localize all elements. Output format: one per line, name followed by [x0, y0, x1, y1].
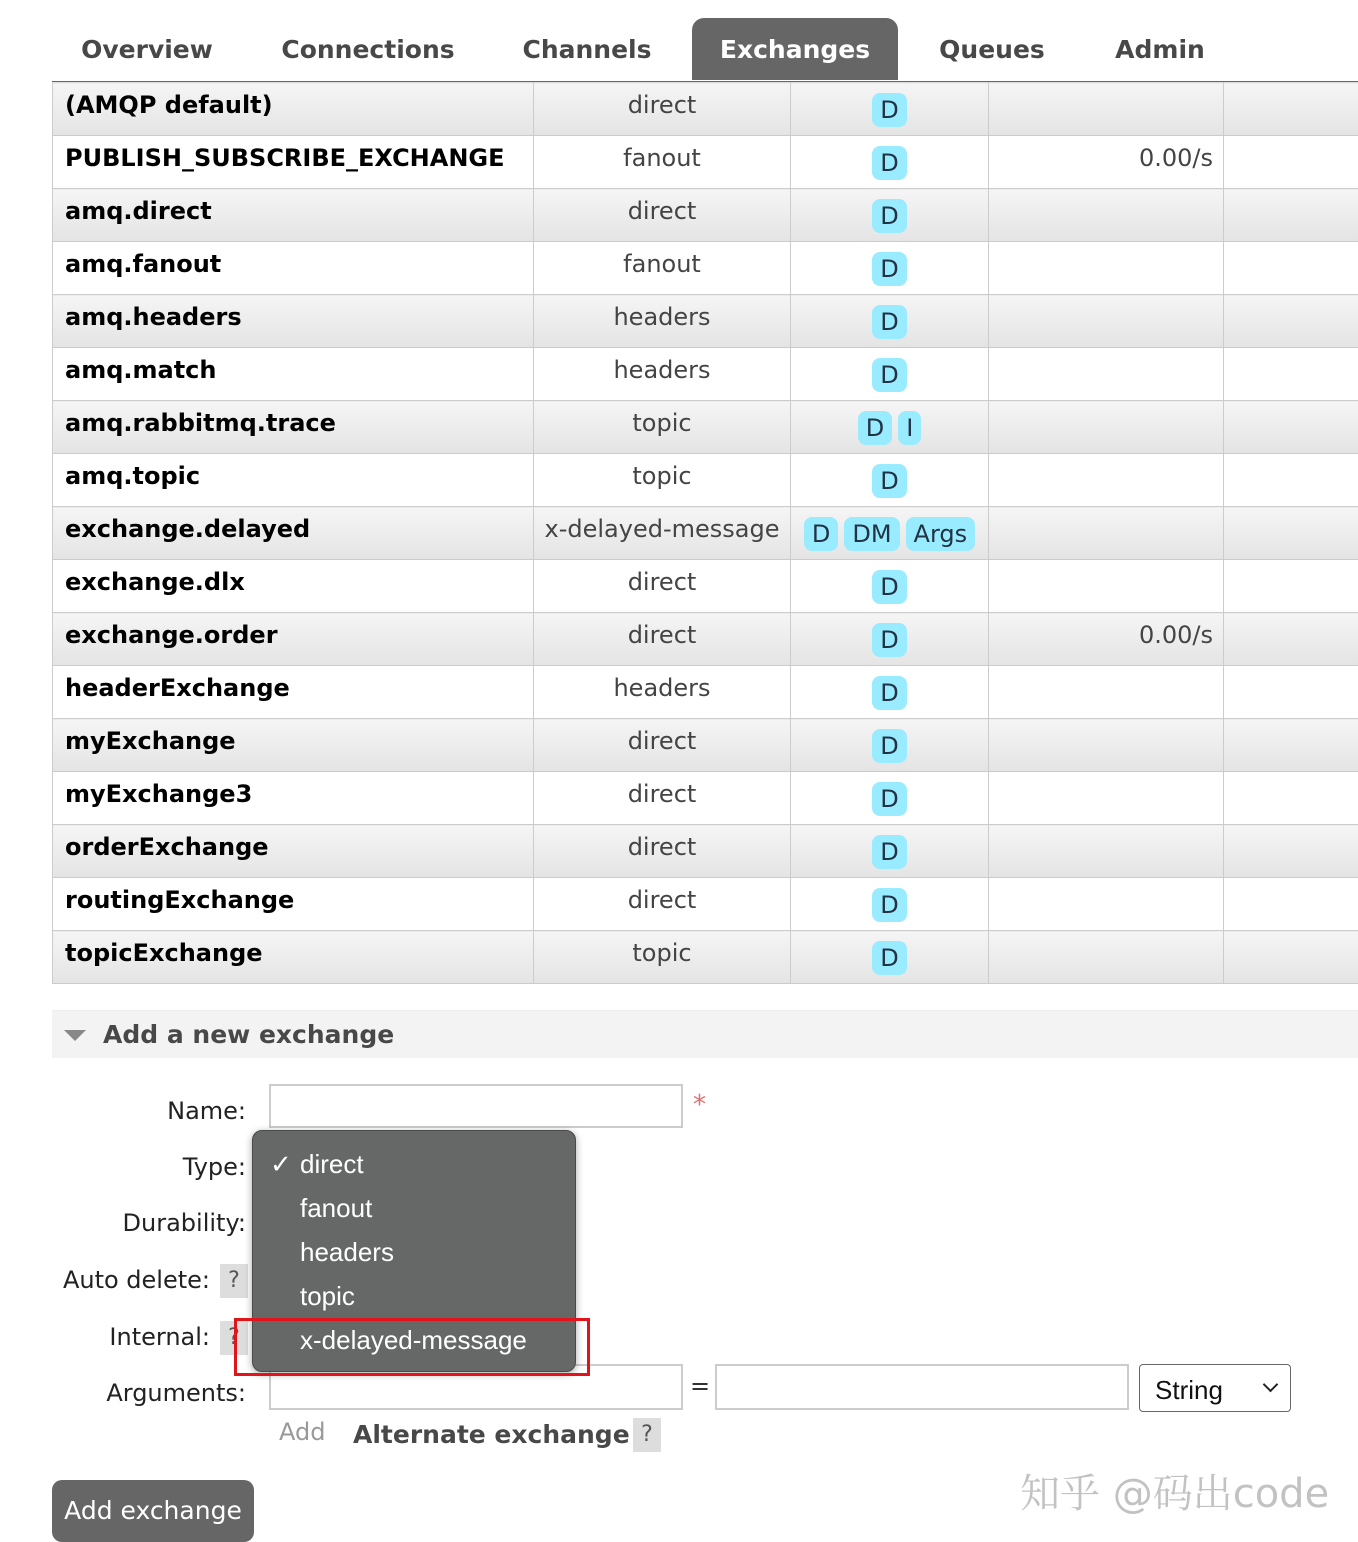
exchange-name-cell[interactable]: amq.direct — [53, 189, 534, 242]
alternate-exchange-help-button[interactable]: ? — [633, 1418, 661, 1452]
feature-badge: D — [872, 358, 906, 392]
feature-badge: D — [872, 305, 906, 339]
feature-badge: D — [872, 252, 906, 286]
message-rate-cell — [989, 666, 1224, 719]
exchanges-table — [52, 82, 1358, 984]
exchange-features-cell — [791, 348, 989, 401]
message-rate-cell — [989, 401, 1224, 454]
exchange-features-cell — [791, 666, 989, 719]
type-option-fanout[interactable]: fanout — [300, 1193, 372, 1224]
message-rate-out-cell — [1224, 613, 1358, 666]
feature-badge: D — [872, 623, 906, 657]
exchange-name-cell[interactable]: topicExchange — [53, 931, 534, 984]
tab-channels[interactable]: Channels — [502, 18, 672, 80]
exchange-features-cell — [791, 242, 989, 295]
exchange-features-cell — [791, 613, 989, 666]
exchange-type-cell: direct — [534, 189, 791, 242]
arguments-label: Arguments: — [80, 1379, 246, 1407]
message-rate-out-cell — [1224, 666, 1358, 719]
tab-exchanges[interactable]: Exchanges — [692, 18, 898, 80]
exchange-name-cell[interactable]: PUBLISH_SUBSCRIBE_EXCHANGE — [53, 136, 534, 189]
internal-help-button[interactable]: ? — [220, 1321, 248, 1355]
exchange-name-cell[interactable]: myExchange — [53, 719, 534, 772]
table-row[interactable] — [53, 189, 1358, 242]
exchange-name-cell[interactable]: exchange.dlx — [53, 560, 534, 613]
add-argument-link[interactable]: Add — [279, 1418, 325, 1446]
required-marker: * — [693, 1090, 706, 1120]
table-row[interactable] — [53, 136, 1358, 189]
message-rate-cell — [989, 931, 1224, 984]
feature-badge: D — [872, 146, 906, 180]
exchange-type-cell: direct — [534, 772, 791, 825]
feature-badge: D — [872, 93, 906, 127]
message-rate-cell — [989, 560, 1224, 613]
table-row[interactable] — [53, 348, 1358, 401]
exchange-type-cell: direct — [534, 825, 791, 878]
exchange-name-cell[interactable]: amq.topic — [53, 454, 534, 507]
exchange-type-cell: direct — [534, 878, 791, 931]
exchange-features-cell — [791, 931, 989, 984]
exchange-type-cell: x-delayed-message — [534, 507, 791, 560]
feature-badge: D — [872, 888, 906, 922]
message-rate-out-cell — [1224, 348, 1358, 401]
checkmark-icon: ✓ — [270, 1149, 292, 1180]
table-row[interactable] — [53, 507, 1358, 560]
exchange-type-cell: topic — [534, 454, 791, 507]
highlight-annotation-box — [234, 1318, 590, 1376]
exchange-features-cell — [791, 825, 989, 878]
exchange-type-cell: direct — [534, 83, 791, 136]
table-row[interactable] — [53, 295, 1358, 348]
type-option-x-delayed-message[interactable]: x-delayed-message — [300, 1325, 527, 1356]
exchange-name-cell[interactable]: routingExchange — [53, 878, 534, 931]
message-rate-out-cell — [1224, 83, 1358, 136]
message-rate-out-cell — [1224, 242, 1358, 295]
exchange-features-cell — [791, 507, 989, 560]
exchange-features-cell — [791, 878, 989, 931]
argument-type-value: String — [1155, 1375, 1223, 1406]
message-rate-cell — [989, 825, 1224, 878]
feature-badge: D — [872, 941, 906, 975]
exchange-name-cell[interactable]: exchange.delayed — [53, 507, 534, 560]
message-rate-out-cell — [1224, 560, 1358, 613]
message-rate-cell — [989, 454, 1224, 507]
exchange-name-cell[interactable]: exchange.order — [53, 613, 534, 666]
message-rate-cell — [989, 772, 1224, 825]
exchange-features-cell — [791, 401, 989, 454]
exchange-features-cell — [791, 189, 989, 242]
exchange-type-cell: direct — [534, 719, 791, 772]
message-rate-out-cell — [1224, 401, 1358, 454]
type-option-direct[interactable]: direct — [300, 1149, 364, 1180]
exchange-name-cell[interactable]: orderExchange — [53, 825, 534, 878]
add-exchange-title: Add a new exchange — [103, 1020, 394, 1049]
table-row[interactable] — [53, 83, 1358, 136]
feature-badge: DM — [844, 517, 899, 551]
feature-badge: I — [898, 411, 921, 445]
exchange-name-cell[interactable]: amq.headers — [53, 295, 534, 348]
exchange-type-cell: headers — [534, 295, 791, 348]
type-option-topic[interactable]: topic — [300, 1281, 355, 1312]
exchange-features-cell — [791, 136, 989, 189]
chevron-down-icon — [1263, 1377, 1279, 1393]
table-row[interactable] — [53, 878, 1358, 931]
message-rate-cell: 0.00/s — [989, 613, 1224, 666]
message-rate-cell — [989, 242, 1224, 295]
feature-badge: D — [872, 464, 906, 498]
message-rate-cell — [989, 295, 1224, 348]
exchange-name-cell[interactable]: amq.match — [53, 348, 534, 401]
exchange-type-cell: direct — [534, 560, 791, 613]
message-rate-cell — [989, 507, 1224, 560]
exchange-type-cell: topic — [534, 931, 791, 984]
table-row[interactable] — [53, 666, 1358, 719]
feature-badge: D — [872, 676, 906, 710]
message-rate-out-cell — [1224, 878, 1358, 931]
main-nav-tabs — [52, 18, 1358, 83]
exchange-features-cell — [791, 295, 989, 348]
table-row[interactable] — [53, 825, 1358, 878]
message-rate-out-cell — [1224, 719, 1358, 772]
exchange-features-cell — [791, 719, 989, 772]
exchange-name-cell[interactable]: (AMQP default) — [53, 83, 534, 136]
message-rate-out-cell — [1224, 454, 1358, 507]
table-row[interactable] — [53, 454, 1358, 507]
message-rate-cell — [989, 878, 1224, 931]
equals-sign: = — [690, 1372, 710, 1400]
message-rate-out-cell — [1224, 772, 1358, 825]
collapse-triangle-icon[interactable] — [64, 1030, 86, 1041]
feature-badge: D — [858, 411, 892, 445]
table-row[interactable] — [53, 613, 1358, 666]
feature-badge: D — [872, 199, 906, 233]
tab-queues[interactable]: Queues — [918, 18, 1066, 80]
tab-admin[interactable]: Admin — [1092, 18, 1228, 80]
table-row[interactable] — [53, 719, 1358, 772]
message-rate-out-cell — [1224, 825, 1358, 878]
message-rate-cell — [989, 348, 1224, 401]
feature-badge: Args — [906, 517, 976, 551]
argument-value-input[interactable] — [715, 1364, 1129, 1410]
exchange-features-cell — [791, 454, 989, 507]
message-rate-cell — [989, 719, 1224, 772]
auto-delete-label: Auto delete: — [40, 1266, 210, 1294]
message-rate-cell — [989, 83, 1224, 136]
table-row[interactable] — [53, 931, 1358, 984]
add-exchange-button[interactable]: Add exchange — [52, 1480, 254, 1542]
tab-connections[interactable]: Connections — [262, 18, 474, 80]
table-row[interactable] — [53, 560, 1358, 613]
message-rate-out-cell — [1224, 507, 1358, 560]
feature-badge: D — [872, 782, 906, 816]
exchange-type-cell: headers — [534, 666, 791, 719]
exchange-name-cell[interactable]: myExchange3 — [53, 772, 534, 825]
exchange-features-cell — [791, 83, 989, 136]
feature-badge: D — [804, 517, 838, 551]
message-rate-out-cell — [1224, 136, 1358, 189]
argument-type-select[interactable] — [1139, 1364, 1291, 1412]
exchange-name-cell[interactable]: amq.fanout — [53, 242, 534, 295]
exchange-type-cell: headers — [534, 348, 791, 401]
exchange-features-cell — [791, 772, 989, 825]
message-rate-cell: 0.00/s — [989, 136, 1224, 189]
internal-label: Internal: — [40, 1323, 210, 1351]
add-exchange-header[interactable] — [52, 1010, 1358, 1058]
durability-label: Durability: — [90, 1209, 246, 1237]
name-input[interactable] — [269, 1084, 683, 1128]
alternate-exchange-link[interactable]: Alternate exchange — [353, 1420, 630, 1449]
exchange-name-cell[interactable]: headerExchange — [53, 666, 534, 719]
feature-badge: D — [872, 835, 906, 869]
exchange-name-cell[interactable]: amq.rabbitmq.trace — [53, 401, 534, 454]
table-row[interactable] — [53, 401, 1358, 454]
exchange-type-cell: fanout — [534, 136, 791, 189]
message-rate-out-cell — [1224, 189, 1358, 242]
exchange-type-cell: topic — [534, 401, 791, 454]
tab-overview[interactable]: Overview — [52, 18, 242, 80]
type-label: Type: — [150, 1153, 246, 1181]
auto-delete-help-button[interactable]: ? — [220, 1264, 248, 1298]
type-option-headers[interactable]: headers — [300, 1237, 394, 1268]
exchange-features-cell — [791, 560, 989, 613]
message-rate-out-cell — [1224, 931, 1358, 984]
watermark-text: 知乎 @码出code — [1020, 1462, 1329, 1519]
message-rate-cell — [989, 189, 1224, 242]
table-row[interactable] — [53, 242, 1358, 295]
table-row[interactable] — [53, 772, 1358, 825]
exchange-type-cell: fanout — [534, 242, 791, 295]
exchange-type-cell: direct — [534, 613, 791, 666]
feature-badge: D — [872, 729, 906, 763]
name-label: Name: — [150, 1097, 246, 1125]
feature-badge: D — [872, 570, 906, 604]
message-rate-out-cell — [1224, 295, 1358, 348]
